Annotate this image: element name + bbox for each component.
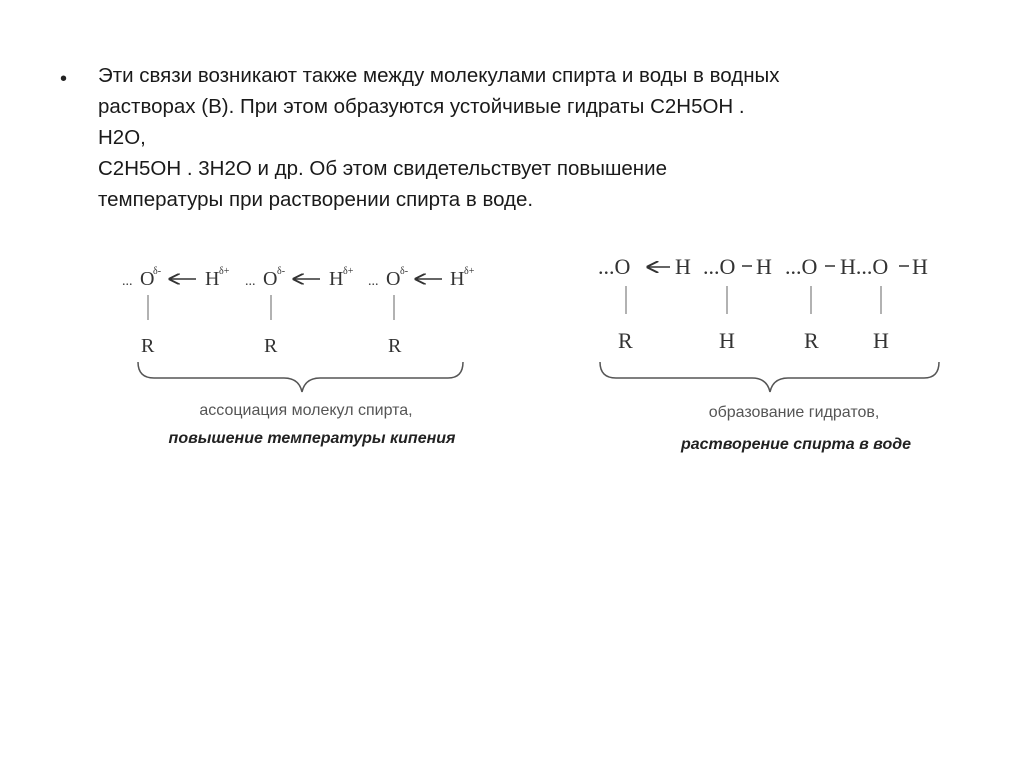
delta-minus: δ- [400, 266, 409, 277]
bottom-r: R [618, 328, 633, 353]
hydrogen-atom: H [205, 268, 220, 290]
chain-h: H [912, 254, 928, 279]
chain-h: H [675, 254, 691, 279]
caption-line1: ассоциация молекул спирта, [199, 402, 413, 419]
delta-plus: δ+ [219, 266, 230, 277]
text-line: растворах (В). При этом образуются устойчивые гидраты C2H5OH . [98, 95, 745, 118]
dots-label: ... [368, 274, 379, 289]
oxygen-atom: O [140, 268, 155, 290]
caption-line1: образование гидратов, [708, 404, 880, 421]
bullet-marker: • [60, 68, 68, 90]
radical-r: R [264, 335, 278, 357]
dots-label: ... [122, 274, 133, 289]
text-line: Эти связи возникают также между молекулами спирта и воды в водных [98, 64, 780, 87]
bottom-h: H [719, 328, 735, 353]
right-diagram [598, 254, 939, 453]
hydrogen-atom: H [450, 268, 465, 290]
caption-line2: растворение спирта в воде [680, 436, 912, 453]
radical-r: R [141, 335, 155, 357]
chain-h-o: H...O [840, 254, 889, 279]
oxygen-atom: O [263, 268, 278, 290]
text-line: H2O, [98, 126, 146, 149]
dots-label: ... [245, 274, 256, 289]
text-line: температуры при растворении спирта в воде. [98, 188, 534, 211]
bottom-h: H [873, 328, 889, 353]
chain-h: H [756, 254, 772, 279]
curly-brace [138, 362, 463, 392]
bottom-r: R [804, 328, 819, 353]
oxygen-atom: O [386, 268, 401, 290]
hydrogen-atom: H [329, 268, 344, 290]
curly-brace [600, 362, 939, 392]
text-line: C2H5OH . 3H2O и др. Об этом свидетельствует повышение [98, 157, 667, 180]
delta-plus: δ+ [343, 266, 354, 277]
chain-o: ...O [598, 254, 631, 279]
radical-r: R [388, 335, 402, 357]
caption-line2: повышение температуры кипения [168, 430, 456, 447]
delta-plus: δ+ [464, 266, 475, 277]
chain-o: ...O [785, 254, 818, 279]
delta-minus: δ- [277, 266, 286, 277]
delta-minus: δ- [153, 266, 162, 277]
left-diagram [122, 266, 475, 447]
chain-o: ...O [703, 254, 736, 279]
